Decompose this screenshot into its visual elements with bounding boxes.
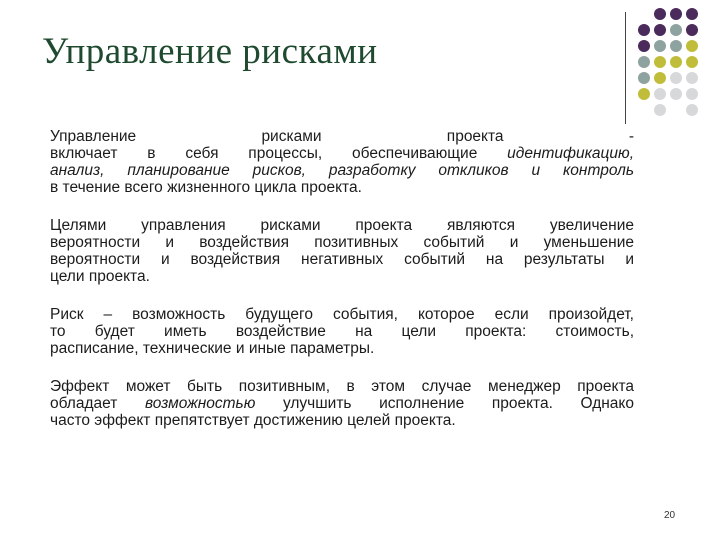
text-run: идентификацию, — [507, 145, 634, 162]
text-line — [50, 323, 634, 340]
text-run: расписание, технические и иные параметры. — [50, 340, 375, 357]
decor-dot — [670, 72, 682, 84]
decor-dot — [686, 104, 698, 116]
body-paragraph — [50, 378, 634, 429]
text-run: вероятности и воздействия негативных событий на результаты и — [50, 251, 634, 268]
text-run: Целями управления рисками проекта являются увеличение — [50, 217, 634, 234]
text-run: возможностью — [144, 395, 256, 412]
decor-dot — [654, 40, 666, 52]
decor-dot — [686, 56, 698, 68]
page-number: 20 — [664, 510, 676, 521]
text-run: обладает — [50, 395, 145, 412]
text-run: то будет иметь воздействие на цели проекта: стоимость, — [50, 323, 634, 340]
decor-dot — [670, 40, 682, 52]
body-paragraph — [50, 128, 634, 196]
decor-dot — [654, 72, 666, 84]
decor-dot — [686, 88, 698, 100]
decor-dot — [654, 24, 666, 36]
decor-dot — [654, 104, 666, 116]
text-run: включает в себя процессы, обеспечивающие — [50, 145, 508, 162]
text-run: в течение всего жизненного цикла проекта. — [50, 179, 362, 196]
decor-dot — [670, 56, 682, 68]
decor-dot — [638, 56, 650, 68]
text-line — [50, 251, 634, 268]
text-run: улучшить исполнение проекта. Однако — [255, 395, 634, 412]
text-line — [50, 306, 634, 323]
decor-dot — [670, 88, 682, 100]
decor-dot — [654, 88, 666, 100]
decor-dot — [654, 8, 666, 20]
divider-line — [625, 12, 626, 124]
text-line — [50, 217, 634, 234]
decor-dot — [686, 40, 698, 52]
body-paragraph — [50, 306, 634, 357]
decor-dot — [638, 88, 650, 100]
decor-dot — [670, 8, 682, 20]
body-paragraph — [50, 217, 634, 285]
text-run: анализ, планирование рисков, разработку откликов и контроль — [50, 162, 634, 179]
decor-dot — [686, 72, 698, 84]
text-run: вероятности и воздействия позитивных событий и уменьшение — [50, 234, 634, 251]
decor-dot — [686, 8, 698, 20]
text-line — [50, 234, 634, 251]
decor-dot — [638, 24, 650, 36]
decor-dot — [638, 72, 650, 84]
text-line — [50, 179, 634, 196]
text-run: Управление рисками проекта - — [50, 128, 634, 145]
text-line — [50, 268, 634, 285]
text-line — [50, 128, 634, 145]
text-line — [50, 412, 634, 429]
decor-dot — [638, 40, 650, 52]
slide-title: Управление рисками — [42, 31, 378, 72]
text-line — [50, 162, 634, 179]
text-run: Эффект может быть позитивным, в этом случае менеджер проекта — [50, 378, 634, 395]
text-line — [50, 145, 634, 162]
dot-grid-decoration — [638, 8, 699, 117]
text-run: Риск – возможность будущего события, которое если произойдет, — [50, 306, 634, 323]
text-line — [50, 378, 634, 395]
decor-dot — [670, 24, 682, 36]
text-run: часто эффект препятствует достижению целей проекта. — [50, 412, 456, 429]
slide-body — [50, 128, 634, 450]
text-run: цели проекта. — [50, 268, 150, 285]
text-line — [50, 395, 634, 412]
decor-dot — [654, 56, 666, 68]
text-line — [50, 340, 634, 357]
decor-dot — [686, 24, 698, 36]
